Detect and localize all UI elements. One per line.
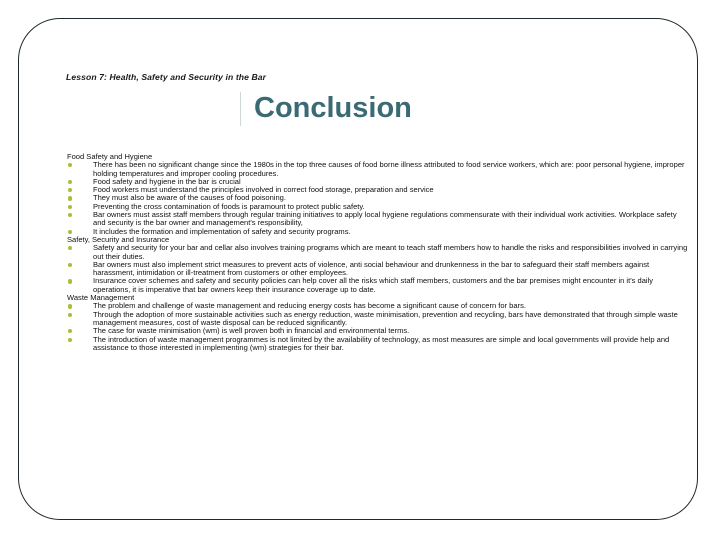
- bullet-text: Preventing the cross contamination of foods is paramount to protect public safety.: [93, 201, 365, 211]
- bullet-list: [67, 302, 690, 352]
- bullet-dot-icon: [68, 338, 72, 342]
- slide-content: [67, 153, 690, 352]
- bullet-item: [67, 261, 690, 278]
- bullet-text: There has been no significant change since the 1980s in the top three causes of food borne illness attributed to food service workers, which are: poor personal hygiene, improper holding temperatures and improper cooling procedures.: [93, 160, 685, 178]
- bullet-text: Safety and security for your bar and cellar also involves training programs which are meant to teach staff members how to handle the risks and responsibilities involved in carrying out their duties.: [93, 243, 688, 261]
- title-area: [240, 92, 680, 128]
- bullet-dot-icon: [68, 329, 72, 333]
- bullet-text: They must also be aware of the causes of food poisoning.: [93, 193, 286, 203]
- section-safety-security: [67, 236, 690, 294]
- bullet-item: [67, 311, 690, 328]
- title-divider: [240, 92, 241, 126]
- bullet-text: It includes the formation and implementation of safety and security programs.: [93, 226, 351, 236]
- bullet-list: [67, 161, 690, 236]
- section-heading: Waste Management: [67, 293, 135, 303]
- section-food-safety: [67, 153, 690, 236]
- bullet-dot-icon: [68, 263, 72, 267]
- bullet-dot-icon: [68, 196, 72, 200]
- lesson-header: Lesson 7: Health, Safety and Security in the Bar: [66, 72, 267, 82]
- bullet-item: [67, 277, 690, 294]
- bullet-list: [67, 244, 690, 294]
- bullet-text: Food workers must understand the principles involved in correct food storage, preparation and service: [93, 185, 434, 195]
- bullet-item: [67, 336, 690, 353]
- bullet-item: [67, 228, 690, 236]
- bullet-item: [67, 211, 690, 228]
- bullet-dot-icon: [68, 205, 72, 209]
- bullet-text: The problem and challenge of waste management and reducing energy costs has become a significant cause of concern for bars.: [93, 301, 526, 311]
- bullet-dot-icon: [68, 304, 72, 308]
- bullet-dot-icon: [68, 230, 72, 234]
- bullet-item: [67, 244, 690, 261]
- bullet-dot-icon: [68, 180, 72, 184]
- bullet-text: Food safety and hygiene in the bar is crucial: [93, 176, 241, 186]
- bullet-dot-icon: [68, 246, 72, 250]
- bullet-dot-icon: [68, 163, 72, 167]
- bullet-text: Insurance cover schemes and safety and security policies can help cover all the risks which staff members, customers and the bar premises might encounter in it's daily operations, it is imperative that bar owners keep their insurance coverage up to date.: [93, 276, 654, 294]
- section-heading: Food Safety and Hygiene: [67, 152, 153, 161]
- bullet-text: The case for waste minimisation (wm) is well proven both in financial and environmental terms.: [93, 326, 410, 336]
- bullet-item: [67, 161, 690, 178]
- bullet-dot-icon: [68, 188, 72, 192]
- bullet-text: Bar owners must assist staff members through regular training initiatives to apply local hygiene regulations commensurate with their individual work activities. Workplace safety and security is the bar owner and management's responsibility,: [93, 210, 677, 228]
- slide-title: Conclusion: [254, 92, 412, 124]
- bullet-dot-icon: [68, 313, 72, 317]
- bullet-text: The introduction of waste management programmes is not limited by the availability of technology, as most measures are simple and local governments will provide help and assistance to those interested in implementing (wm) strategies for their bar.: [93, 334, 670, 352]
- bullet-dot-icon: [68, 213, 72, 217]
- section-heading: Safety, Security and Insurance: [67, 234, 170, 244]
- bullet-text: Through the adoption of more sustainable activities such as energy reduction, waste minimisation, prevention and recycling, bars have demonstrated that through simple waste management measures, cost of waste disposal can be reduced significantly.: [93, 309, 678, 327]
- section-waste-management: [67, 294, 690, 352]
- bullet-text: Bar owners must also implement strict measures to prevent acts of violence, anti social behaviour and drunkenness in the bar to safeguard their staff members against harassment, intimidation or ill-treatment from customers or other employees.: [93, 259, 650, 278]
- bullet-dot-icon: [68, 279, 72, 283]
